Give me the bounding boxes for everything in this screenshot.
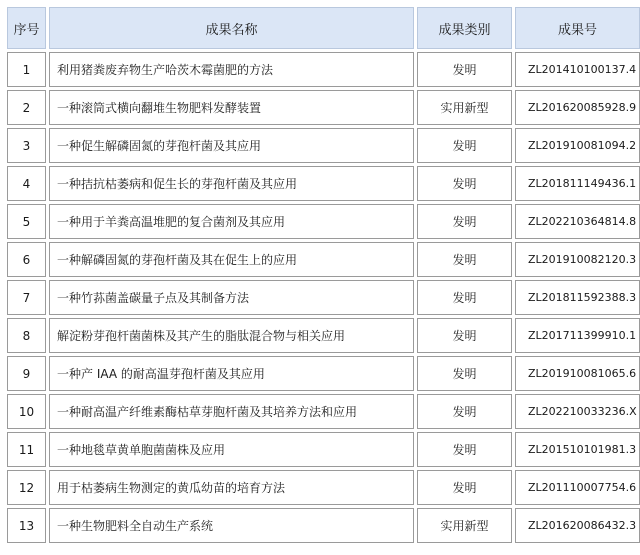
cell-name: 一种地毯草黄单胞菌菌株及应用 (49, 432, 414, 467)
cell-no: 6 (7, 242, 46, 277)
cell-no: 3 (7, 128, 46, 163)
cell-no: 10 (7, 394, 46, 429)
cell-type: 发明 (417, 280, 512, 315)
cell-name: 一种竹荪菌盖碳量子点及其制备方法 (49, 280, 414, 315)
table-row (7, 394, 640, 429)
achievements-table (4, 4, 640, 546)
table-row (7, 128, 640, 163)
cell-id: ZL202210033236.X (515, 394, 640, 429)
cell-name: 一种生物肥料全自动生产系统 (49, 508, 414, 543)
cell-no: 2 (7, 90, 46, 125)
table-row (7, 242, 640, 277)
cell-id: ZL201410100137.4 (515, 52, 640, 87)
table-header (7, 7, 640, 49)
table-row (7, 508, 640, 543)
cell-type: 发明 (417, 470, 512, 505)
cell-type: 实用新型 (417, 508, 512, 543)
header-row (7, 7, 640, 49)
cell-id: ZL201620085928.9 (515, 90, 640, 125)
cell-name: 一种耐高温产纤维素酶枯草芽胞杆菌及其培养方法和应用 (49, 394, 414, 429)
cell-name: 一种拮抗枯萎病和促生长的芽孢杆菌及其应用 (49, 166, 414, 201)
table-row (7, 432, 640, 467)
table-row (7, 318, 640, 353)
table-row (7, 52, 640, 87)
table-row (7, 90, 640, 125)
cell-type: 发明 (417, 432, 512, 467)
cell-id: ZL201910081065.6 (515, 356, 640, 391)
cell-no: 12 (7, 470, 46, 505)
cell-id: ZL201110007754.6 (515, 470, 640, 505)
table-row (7, 356, 640, 391)
cell-id: ZL202210364814.8 (515, 204, 640, 239)
cell-id: ZL201620086432.3 (515, 508, 640, 543)
cell-name: 一种产 IAA 的耐高温芽孢杆菌及其应用 (49, 356, 414, 391)
cell-id: ZL201910082120.3 (515, 242, 640, 277)
cell-no: 1 (7, 52, 46, 87)
cell-no: 7 (7, 280, 46, 315)
cell-id: ZL201811149436.1 (515, 166, 640, 201)
header-type: 成果类别 (417, 7, 512, 49)
cell-name: 解淀粉芽孢杆菌菌株及其产生的脂肽混合物与相关应用 (49, 318, 414, 353)
cell-id: ZL201711399910.1 (515, 318, 640, 353)
header-name: 成果名称 (49, 7, 414, 49)
cell-type: 发明 (417, 128, 512, 163)
cell-id: ZL201510101981.3 (515, 432, 640, 467)
header-id: 成果号 (515, 7, 640, 49)
cell-type: 发明 (417, 242, 512, 277)
cell-no: 5 (7, 204, 46, 239)
table-row (7, 280, 640, 315)
cell-type: 发明 (417, 356, 512, 391)
cell-type: 发明 (417, 52, 512, 87)
cell-id: ZL201910081094.2 (515, 128, 640, 163)
cell-id: ZL201811592388.3 (515, 280, 640, 315)
cell-name: 用于枯萎病生物测定的黄瓜幼苗的培育方法 (49, 470, 414, 505)
cell-no: 4 (7, 166, 46, 201)
cell-name: 利用猪粪废弃物生产哈茨木霉菌肥的方法 (49, 52, 414, 87)
cell-name: 一种用于羊粪高温堆肥的复合菌剂及其应用 (49, 204, 414, 239)
cell-name: 一种滚筒式横向翻堆生物肥料发酵装置 (49, 90, 414, 125)
table-row (7, 470, 640, 505)
table-row (7, 166, 640, 201)
cell-type: 发明 (417, 166, 512, 201)
cell-type: 发明 (417, 204, 512, 239)
table-row (7, 204, 640, 239)
cell-no: 9 (7, 356, 46, 391)
cell-no: 13 (7, 508, 46, 543)
header-no: 序号 (7, 7, 46, 49)
cell-name: 一种促生解磷固氮的芽孢杆菌及其应用 (49, 128, 414, 163)
cell-name: 一种解磷固氮的芽孢杆菌及其在促生上的应用 (49, 242, 414, 277)
cell-type: 发明 (417, 394, 512, 429)
cell-no: 8 (7, 318, 46, 353)
cell-type: 发明 (417, 318, 512, 353)
cell-no: 11 (7, 432, 46, 467)
table-body (7, 52, 640, 543)
cell-type: 实用新型 (417, 90, 512, 125)
